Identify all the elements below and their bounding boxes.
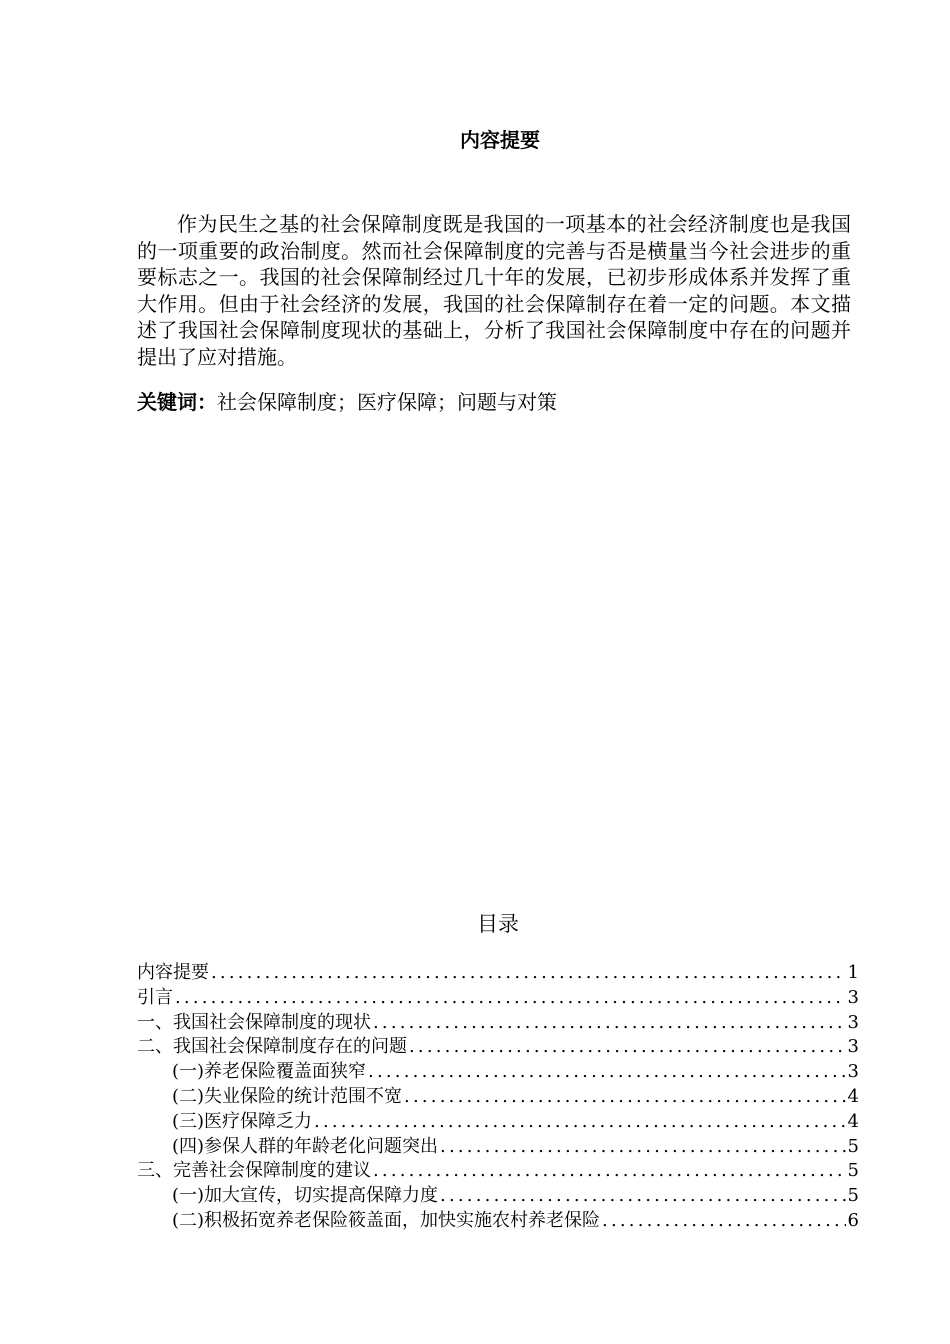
keywords-value: 社会保障制度；医疗保障；问题与对策	[217, 390, 557, 414]
toc-entry-page: 5	[847, 1185, 859, 1207]
toc-entry-page: 3	[847, 1036, 859, 1058]
toc-entry[interactable]	[137, 1011, 859, 1036]
toc-entry[interactable]	[137, 1184, 859, 1209]
toc-entry[interactable]	[137, 1060, 859, 1085]
toc-entry-text: (二)积极拓宽养老保险筱盖面，加快实施农村养老保险	[172, 1209, 601, 1231]
keywords-line	[137, 388, 851, 416]
toc-entry-page: 1	[847, 962, 859, 983]
toc-entry-page: 4	[847, 1085, 859, 1107]
toc-leader-dots	[373, 1011, 846, 1036]
toc-entry-text: (三)医疗保障乏力	[172, 1110, 313, 1132]
toc-entry[interactable]	[137, 961, 859, 986]
abstract-body: 作为民生之基的社会保障制度既是我国的一项基本的社会经济制度也是我国的一项重要的政治制度。然而社会保障制度的完善与否是横量当今社会进步的重要标志之一。我国的社会保障制经过几十年的发展，已初步形成体系并发挥了重大作用。但由于社会经济的发展，我国的社会保障制存在着一定的问题。本文描述了我国社会保障制度现状的基础上，分析了我国社会保障制度中存在的问题并提出了应对措施。	[137, 212, 851, 369]
toc-leader-dots	[409, 1035, 846, 1060]
toc-entry-page: 5	[847, 1160, 859, 1182]
toc-title: 目录	[477, 912, 519, 936]
toc-entry-page: 3	[847, 986, 859, 1008]
toc-entry-text: 引言	[137, 986, 173, 1008]
toc-leader-dots	[440, 1135, 846, 1160]
toc-entry-page: 5	[847, 1135, 859, 1157]
toc-entry-text: (一)加大宣传，切实提高保障力度	[172, 1185, 439, 1207]
toc-entry-page: 4	[847, 1110, 859, 1132]
toc-entry-text: 一、我国社会保障制度的现状	[137, 1011, 371, 1033]
toc-entry[interactable]	[137, 1110, 859, 1135]
toc-leader-dots	[373, 1159, 846, 1184]
abstract-title: 内容提要	[460, 128, 540, 152]
toc-entry[interactable]	[137, 1159, 859, 1184]
toc-entry[interactable]	[137, 1209, 859, 1234]
toc-entry-text: (四)参保人群的年龄老化问题突出	[172, 1135, 439, 1157]
toc-entry[interactable]	[137, 986, 859, 1011]
toc-leader-dots	[404, 1085, 846, 1110]
toc-leader-dots	[368, 1060, 846, 1085]
toc-leader-dots	[440, 1184, 846, 1209]
toc-entry-text: 二、我国社会保障制度存在的问题	[137, 1036, 407, 1058]
toc-entry[interactable]	[137, 1085, 859, 1110]
toc-entry[interactable]	[137, 1135, 859, 1160]
keywords-label: 关键词：	[137, 390, 217, 414]
toc-leader-dots	[211, 961, 846, 986]
toc-entry-text: (二)失业保险的统计范围不宽	[172, 1085, 403, 1107]
toc-entry-text: 三、完善社会保障制度的建议	[137, 1160, 371, 1182]
toc-leader-dots	[602, 1209, 846, 1234]
toc-entry-text: 内容提要	[137, 962, 209, 983]
toc-entry-text: (一)养老保险覆盖面狭窄	[172, 1061, 367, 1083]
toc-leader-dots	[175, 986, 846, 1011]
toc-leader-dots	[314, 1110, 846, 1135]
table-of-contents	[137, 961, 859, 1234]
toc-entry-page: 3	[847, 1011, 859, 1033]
toc-entry[interactable]	[137, 1035, 859, 1060]
toc-entry-page: 6	[847, 1209, 859, 1231]
toc-entry-page: 3	[847, 1061, 859, 1083]
